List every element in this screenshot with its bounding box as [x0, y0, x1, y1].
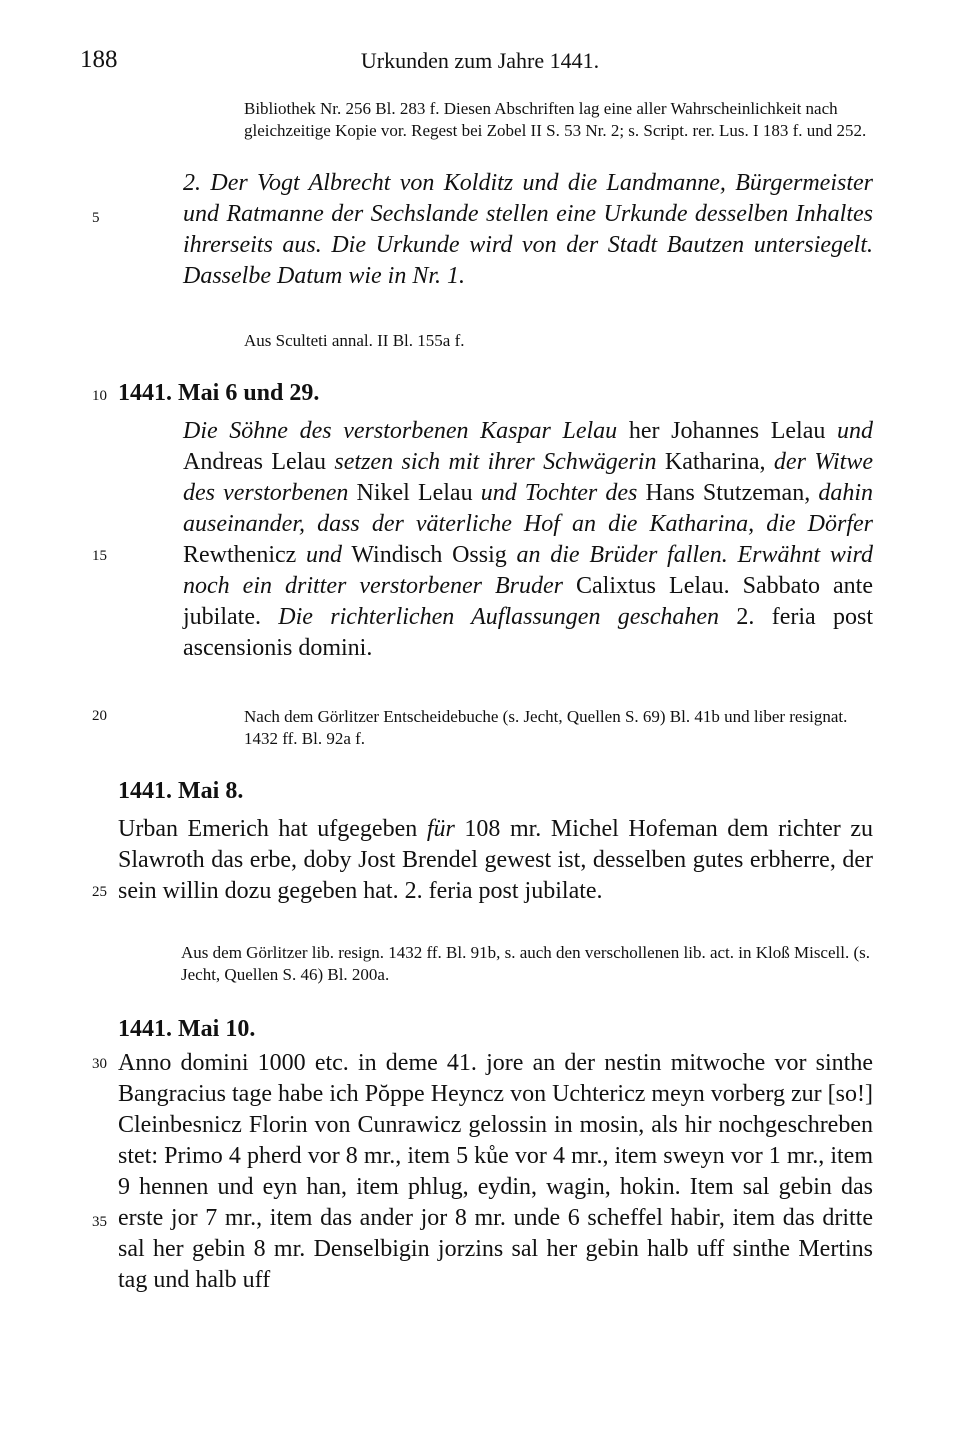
entry-may10-body: Anno domini 1000 etc. in deme 41. jore an der nestin mitwoche vor sinthe Bangracius tage habe ich Pŏppe Heyncz von Uchtericz meyn vorberg zur [so!] Cleinbesnicz Florin von Cunrawicz gelossin in mosin, als hir nochgeschreben stet: Primo 4 pherd vor 8 mr., item 5 kůe vor 4 mr., item sweyn vor 1 mr., item 9 hennen und eyn han, item phlug, eydin, wagin, hokin. Item sal gebin das erste jor 7 mr., item das ander jor 8 mr. unde 6 scheffel habir, item das dritte sal her gebin 8 mr. Denselbigin jorzins sal her gebin halb uff sinthe Mertins tag und halb uff	[118, 1050, 873, 1293]
page-number: 188	[80, 46, 118, 73]
text-span: Calixtus Lelau. Sabbato ante jubilate.	[183, 573, 873, 630]
text-span: und	[306, 542, 343, 568]
entry-heading: 1441. Mai 6 und 29.	[118, 380, 320, 406]
text-span: dahin auseinander, dass der väterliche Hof an die Katharina, die Dörfer	[183, 480, 873, 537]
text-span: für	[426, 816, 455, 842]
text-span: setzen sich mit ihrer Schwägerin	[334, 449, 657, 475]
entry-may6-source: Nach dem Görlitzer Entscheidebuche (s. Jecht, Quellen S. 69) Bl. 41b und liber resignat. 1432 ff. Bl. 92a f.	[244, 707, 848, 748]
line-number: 5	[92, 210, 100, 226]
text-span: 2. feria post ascensionis domini.	[183, 604, 873, 661]
entry-heading: 1441. Mai 10.	[118, 1016, 256, 1042]
entry-2-source: Aus Sculteti annal. II Bl. 155a f.	[244, 331, 465, 350]
line-number: 10	[92, 388, 107, 404]
entry-heading: 1441. Mai 8.	[118, 778, 244, 804]
running-head: Urkunden zum Jahre 1441.	[360, 48, 600, 73]
line-number: 35	[92, 1214, 107, 1230]
text-span: Die richterlichen Auflassungen geschahen	[278, 604, 720, 630]
entry-may8-source: Aus dem Görlitzer lib. resign. 1432 ff. Bl. 91b, s. auch den verschollenen lib. act. in Kloß Miscell. (s. Jecht, Quellen S. 46) Bl. 200a.	[181, 943, 870, 984]
text-span: Kaspar Lelau	[480, 418, 618, 444]
text-span: Hans Stutzeman,	[637, 480, 819, 506]
line-number: 25	[92, 884, 107, 900]
text-span: her Johannes Lelau	[617, 418, 838, 444]
text-span: und Tochter des	[480, 480, 638, 506]
text-span: der Witwe des verstorbenen	[183, 449, 873, 506]
line-number: 15	[92, 548, 107, 564]
text-span: Urban Emerich hat ufgegeben	[118, 816, 427, 842]
text-span: Windisch Ossig	[342, 542, 517, 568]
text-span: Katharina,	[656, 449, 774, 475]
text-span: Nikel Lelau	[348, 480, 481, 506]
intro-note: Bibliothek Nr. 256 Bl. 283 f. Diesen Abschriften lag eine aller Wahrscheinlichkeit nach gleichzeitige Kopie vor. Regest bei Zobel II S. 53 Nr. 2; s. Script. rer. Lus. I 183 f. und 252.	[244, 99, 867, 140]
line-number: 30	[92, 1056, 107, 1072]
entry-2-text: 2. Der Vogt Albrecht von Kolditz und die Landmanne, Bürgermeister und Ratmanne der Sechslande stellen eine Urkunde desselben Inhaltes ihrerseits aus. Die Urkunde wird von der Stadt Bautzen untersiegelt. Dasselbe Datum wie in Nr. 1.	[183, 170, 873, 289]
text-span: 108 mr. Michel Hofeman dem richter zu Slawroth das erbe, doby Jost Brendel gewest ist, desselben gutes erbherre, der sein willin dozu gegeben hat. 2. feria post jubilate.	[118, 816, 873, 904]
entry-may8-body	[118, 814, 873, 907]
text-span: an die Brüder fallen. Erwähnt wird noch ein dritter verstorbener Bruder	[183, 542, 873, 599]
line-number: 20	[92, 708, 107, 724]
text-span: und	[837, 418, 874, 444]
text-span: Andreas Lelau	[183, 449, 335, 475]
entry-may6-body	[183, 416, 873, 664]
text-span: Die Söhne des verstorbenen	[183, 418, 481, 444]
text-span: Rewthenicz	[183, 542, 307, 568]
